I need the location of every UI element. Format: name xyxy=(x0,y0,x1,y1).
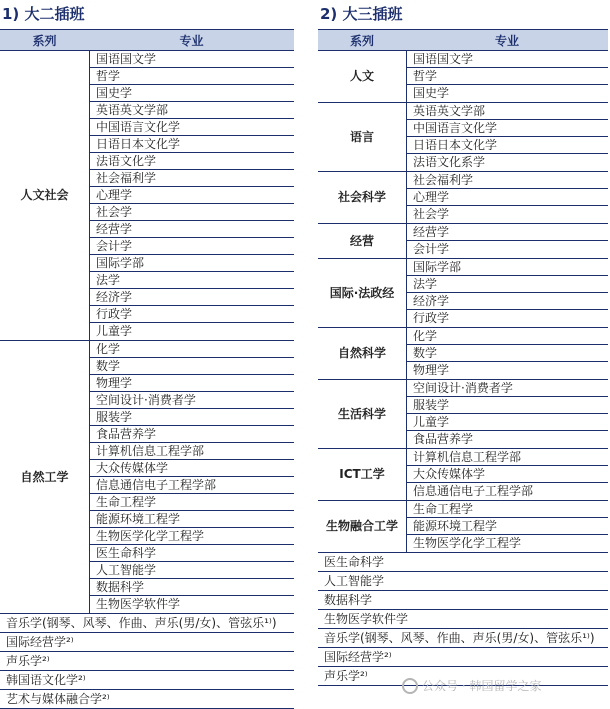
major-item: 经济学 xyxy=(407,293,608,310)
wechat-icon xyxy=(402,678,418,694)
group-list xyxy=(0,51,294,614)
series-name: 自然科学 xyxy=(337,346,386,360)
major-list xyxy=(406,501,608,552)
series-name: 经营 xyxy=(349,233,374,248)
major-item: 法语文化系学 xyxy=(413,155,486,169)
major-item: 食品营养学 xyxy=(413,432,474,446)
major-item: 法学 xyxy=(407,276,608,293)
major-item: 儿童学 xyxy=(407,414,608,431)
major-item: 国语国文学 xyxy=(90,51,294,68)
major-item: 英语英文学部 xyxy=(407,103,608,120)
major-list xyxy=(406,224,608,258)
major-item: 国史学 xyxy=(90,85,294,102)
series-group xyxy=(318,449,608,501)
series-group xyxy=(318,259,608,328)
major-item: 哲学 xyxy=(90,68,294,85)
extra-major-item: 人工智能学 xyxy=(318,572,608,591)
major-item: 会计学 xyxy=(413,242,450,256)
major-item: 生命工程学 xyxy=(90,494,294,511)
series-name: 生活科学 xyxy=(337,406,386,421)
series-name: 人文社会 xyxy=(20,188,69,202)
extra-list xyxy=(0,614,294,709)
major-item: 生物医学化学工程学 xyxy=(90,528,294,545)
series-name: 社会科学 xyxy=(337,190,386,204)
extra-major-item: 音乐学(钢琴、风琴、作曲、声乐(男/女)、管弦乐¹⁾) xyxy=(0,614,294,633)
major-list xyxy=(406,449,608,500)
series-group xyxy=(318,224,608,259)
extra-major-item: 医生命科学 xyxy=(318,553,608,572)
major-list xyxy=(89,51,294,340)
major-item: 食品营养学 xyxy=(90,426,294,443)
major-item: 能源环境工程学 xyxy=(90,511,294,528)
series-group xyxy=(318,51,608,103)
major-item: 物理学 xyxy=(413,363,450,377)
major-item: 法学 xyxy=(90,272,294,289)
major-item: 社会福利学 xyxy=(90,170,294,187)
major-item: 国语国文学 xyxy=(407,51,608,68)
extra-major-item: 数据科学 xyxy=(318,591,608,610)
major-item: 国际学部 xyxy=(90,255,294,272)
major-item: 空间设计·消费者学 xyxy=(90,392,294,409)
major-item: 中国语言文化学 xyxy=(90,119,294,136)
major-column-header: 专业 xyxy=(179,33,204,48)
series-name: 语言 xyxy=(349,129,374,144)
watermark-text: 公众号 · 韩国留学之家 xyxy=(422,679,542,693)
series-name: ICT工学 xyxy=(339,467,385,481)
major-item: 国际学部 xyxy=(407,259,608,276)
major-item: 信息通信电子工程学部 xyxy=(90,477,294,494)
major-item: 中国语言文化学 xyxy=(407,120,608,137)
major-item: 哲学 xyxy=(407,68,608,85)
major-item: 社会学 xyxy=(90,204,294,221)
extra-list xyxy=(318,553,608,686)
watermark xyxy=(402,677,541,694)
major-item: 空间设计·消费者学 xyxy=(407,380,608,397)
major-item: 经济学 xyxy=(90,289,294,306)
major-list xyxy=(406,51,608,102)
series-group xyxy=(318,328,608,380)
major-item: 生物医学软件学 xyxy=(96,597,181,611)
extra-major-item: 声乐学²⁾ xyxy=(0,652,294,671)
major-item: 医生命科学 xyxy=(90,545,294,562)
major-list xyxy=(406,259,608,327)
major-item: 化学 xyxy=(407,328,608,345)
panel-heading: 2) 大三插班 xyxy=(320,5,403,23)
left-panel xyxy=(0,0,294,709)
series-group xyxy=(318,103,608,172)
major-item: 计算机信息工程学部 xyxy=(407,449,608,466)
major-item: 英语英文学部 xyxy=(90,102,294,119)
major-item: 经营学 xyxy=(407,224,608,241)
series-name: 生物融合工学 xyxy=(325,519,398,533)
extra-major-item: 音乐学(钢琴、风琴、作曲、声乐(男/女)、管弦乐¹⁾) xyxy=(318,629,608,648)
major-item: 儿童学 xyxy=(96,324,133,338)
major-item: 人工智能学 xyxy=(90,562,294,579)
major-item: 经营学 xyxy=(90,221,294,238)
series-group xyxy=(0,341,294,614)
major-item: 计算机信息工程学部 xyxy=(90,443,294,460)
major-item: 能源环境工程学 xyxy=(407,518,608,535)
major-item: 数学 xyxy=(90,358,294,375)
series-name: 国际·法政经 xyxy=(329,285,395,300)
major-list xyxy=(406,172,608,223)
group-list xyxy=(318,51,608,553)
major-item: 生命工程学 xyxy=(407,501,608,518)
major-item: 生物医学化学工程学 xyxy=(413,536,522,550)
series-name: 人文 xyxy=(349,69,374,83)
table-header xyxy=(318,29,608,51)
major-list xyxy=(406,103,608,171)
major-list xyxy=(406,380,608,448)
extra-major-item: 艺术与媒体融合学²⁾ xyxy=(0,690,294,709)
series-group xyxy=(318,380,608,449)
major-item: 社会福利学 xyxy=(407,172,608,189)
extra-major-item: 国际经营学²⁾ xyxy=(318,648,608,667)
major-item: 数据科学 xyxy=(90,579,294,596)
major-item: 大众传媒体学 xyxy=(407,466,608,483)
series-group xyxy=(0,51,294,341)
major-item: 会计学 xyxy=(90,238,294,255)
series-column-header: 系列 xyxy=(32,33,57,48)
series-column-header: 系列 xyxy=(349,33,374,48)
major-item: 心理学 xyxy=(90,187,294,204)
major-item: 数学 xyxy=(407,345,608,362)
extra-major-item: 生物医学软件学 xyxy=(318,610,608,629)
major-item: 行政学 xyxy=(90,306,294,323)
extra-major-item: 声乐学²⁾ xyxy=(318,667,608,686)
series-group xyxy=(318,172,608,224)
major-item: 心理学 xyxy=(407,189,608,206)
series-group xyxy=(318,501,608,553)
major-item: 社会学 xyxy=(413,207,450,221)
extra-major-item: 国际经营学²⁾ xyxy=(0,633,294,652)
right-panel xyxy=(318,0,608,686)
major-item: 法语文化学 xyxy=(90,153,294,170)
major-item: 物理学 xyxy=(90,375,294,392)
major-list xyxy=(89,341,294,613)
major-item: 化学 xyxy=(90,341,294,358)
table-header xyxy=(0,29,294,51)
major-column-header: 专业 xyxy=(494,33,519,48)
series-name: 自然工学 xyxy=(20,469,69,484)
major-item: 国史学 xyxy=(413,86,450,100)
major-item: 大众传媒体学 xyxy=(90,460,294,477)
major-item: 日语日本文化学 xyxy=(407,137,608,154)
major-item: 行政学 xyxy=(413,311,450,325)
panel-heading: 1) 大二插班 xyxy=(2,5,85,23)
major-list xyxy=(406,328,608,379)
major-item: 信息通信电子工程学部 xyxy=(413,484,534,498)
extra-major-item: 韩国语文化学²⁾ xyxy=(0,671,294,690)
major-item: 服装学 xyxy=(407,397,608,414)
major-item: 日语日本文化学 xyxy=(90,136,294,153)
major-item: 服装学 xyxy=(90,409,294,426)
